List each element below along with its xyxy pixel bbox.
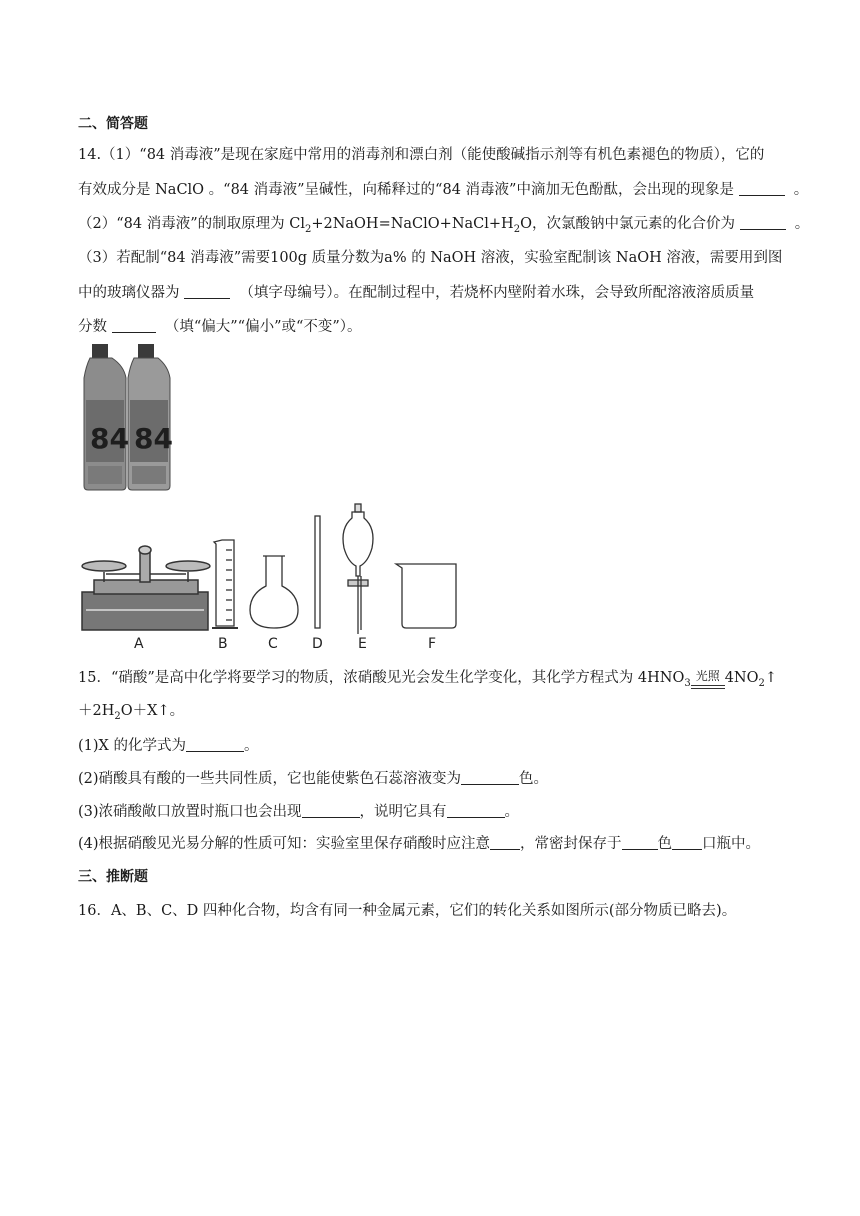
apparatus-label-b: B	[218, 636, 228, 652]
q15-line-2: $+2H_2O+X↑$。	[78, 703, 185, 722]
section-heading: 二、简答题	[78, 116, 148, 132]
answer-blank[interactable]	[622, 835, 658, 850]
apparatus-label-f: F	[428, 636, 437, 652]
graduated-cylinder-icon	[212, 540, 238, 628]
apparatus-label-d: D	[312, 636, 323, 652]
bottle-label-84: 84	[134, 422, 173, 455]
answer-blank[interactable]	[302, 803, 360, 818]
beaker-icon	[396, 564, 456, 628]
q15-part-2: (2)硝酸具有酸的一些共同性质，它也能使紫色石蕊溶液变为 色。	[78, 771, 549, 787]
q14-line-2: 有效成分是 NaClO 。“84 消毒液”呈碱性，向稀释过的“84 消毒液”中滴加无色酚酞，会出现的现象是 。	[78, 182, 809, 198]
q15-part-3: (3)浓硝酸敞口放置时瓶口也会出现 ，说明它具有 。	[78, 804, 520, 820]
lab-apparatus-figure	[76, 500, 466, 640]
section-heading: 三、推断题	[78, 869, 148, 885]
q15-part-4: (4)根据硝酸见光易分解的性质可知：实验室里保存硝酸时应注意 ，常密封保存于 色 口瓶中。	[78, 836, 761, 852]
answer-blank[interactable]	[461, 770, 519, 785]
disinfectant-bottles-photo	[80, 340, 174, 492]
separatory-funnel-icon	[343, 504, 373, 634]
q15-part-1: (1)X 的化学式为 。	[78, 738, 259, 754]
answer-blank[interactable]	[186, 737, 244, 752]
q14-line-5: 中的玻璃仪器为 （填字母编号）。在配制过程中，若烧杯内壁附着水珠，会导致所配溶液溶质质量	[78, 285, 755, 301]
q16-line-1: 16．A、B、C、D 四种化合物，均含有同一种金属元素，它们的转化关系如图所示(部分物质已略去)。	[78, 903, 737, 919]
glass-rod-icon	[315, 516, 320, 628]
answer-blank[interactable]	[490, 835, 520, 850]
apparatus-label-a: A	[134, 636, 144, 652]
q14-line-1: 14.（1）“84 消毒液”是现在家庭中常用的消毒剂和漂白剂（能使酸碱指示剂等有机色素褪色的物质），它的	[78, 147, 765, 163]
answer-blank[interactable]	[184, 284, 230, 299]
answer-blank[interactable]	[739, 181, 785, 196]
balance-icon	[82, 546, 210, 630]
apparatus-label-c: C	[268, 636, 278, 652]
q15-line-1: 15．“硝酸”是高中化学将要学习的物质，浓硝酸见光会发生化学变化，其化学方程式为 $4HNO_3$光照 $4NO_2↑$	[78, 666, 788, 688]
bottle-label-84: 84	[90, 422, 129, 455]
apparatus-label-e: E	[358, 636, 367, 652]
q14-line-6: 分数 （填“偏大”“偏小”或“不变”）。	[78, 319, 362, 335]
answer-blank[interactable]	[112, 318, 156, 333]
round-bottom-flask-icon	[250, 556, 298, 628]
q14-line-3: （2）“84 消毒液”的制取原理为 $Cl_2+2NaOH=NaClO+NaCl+H_2O$，次氯酸钠中氯元素的化合价为 。	[78, 216, 810, 235]
answer-blank[interactable]	[447, 803, 505, 818]
answer-blank[interactable]	[672, 835, 702, 850]
q14-line-4: （3）若配制“84 消毒液”需要100g 质量分数为a% 的 NaOH 溶液，实验室配制该 NaOH 溶液，需要用到图	[78, 250, 783, 266]
answer-blank[interactable]	[740, 215, 786, 230]
reaction-condition: 光照	[691, 666, 725, 686]
